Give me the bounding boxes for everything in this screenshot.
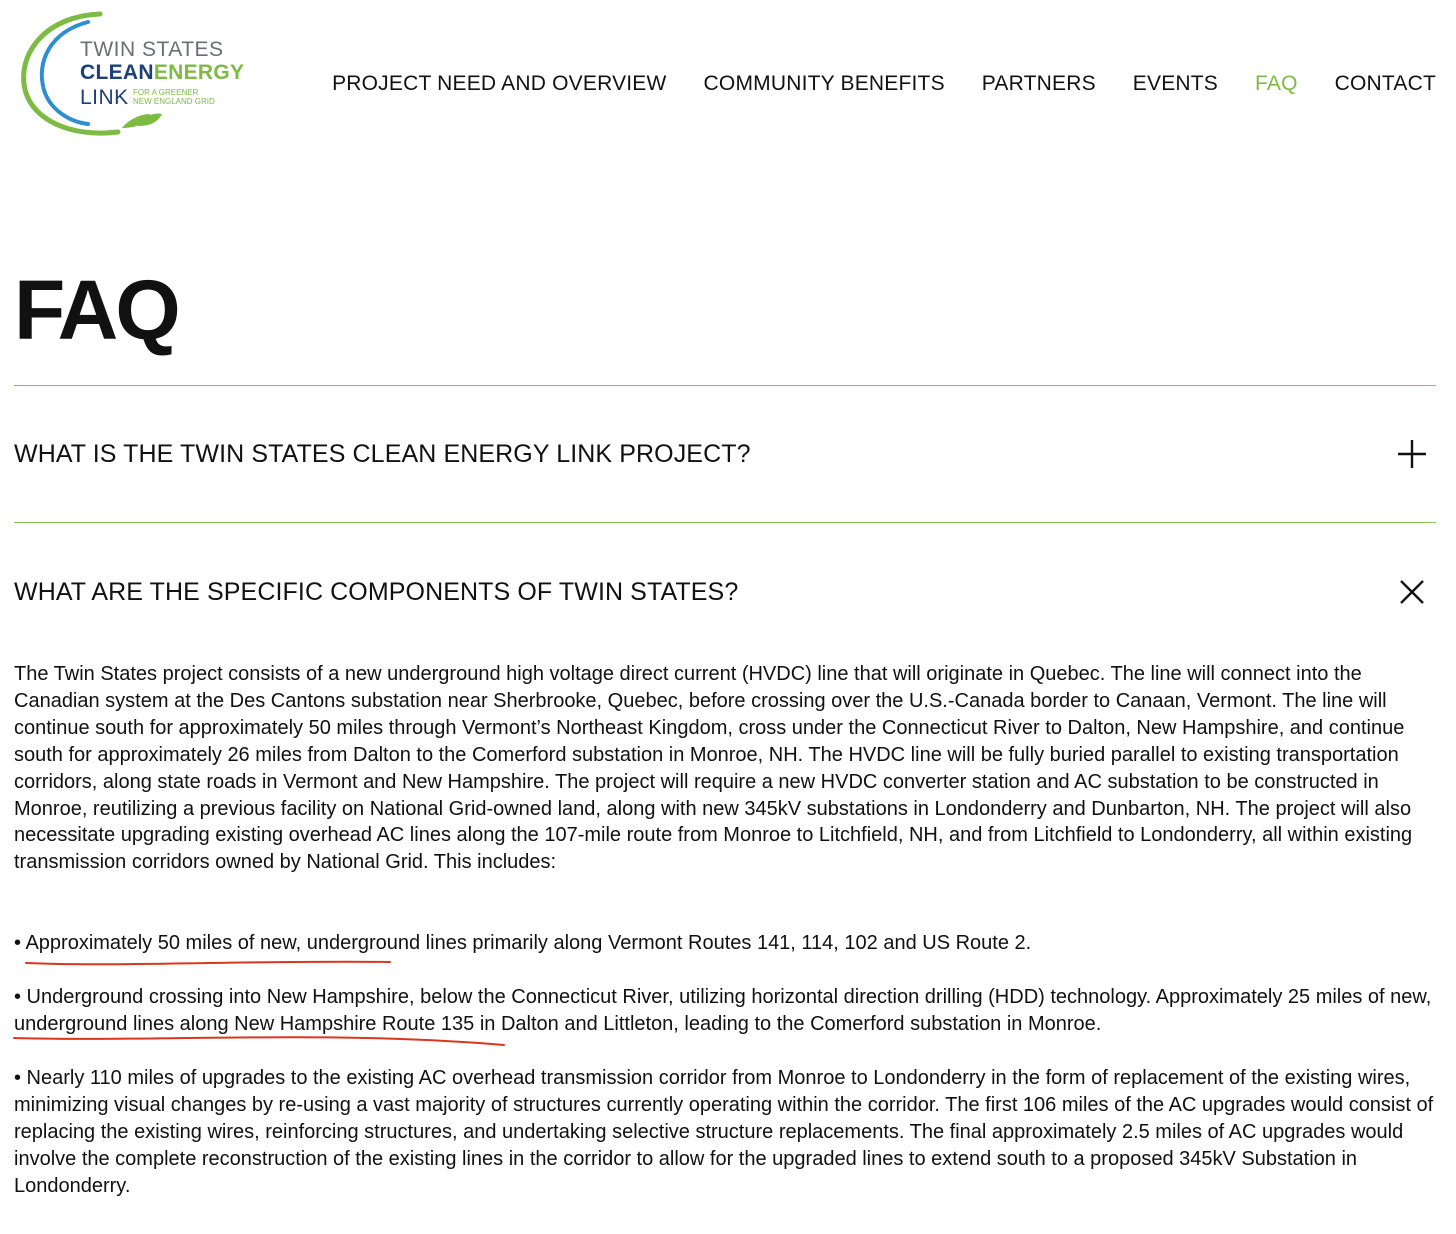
plus-icon[interactable]: [1396, 438, 1428, 470]
logo-text-energy: ENERGY: [153, 61, 245, 84]
faq-question-1[interactable]: WHAT IS THE TWIN STATES CLEAN ENERGY LINK PROJECT?: [14, 440, 751, 468]
page-title: FAQ: [14, 263, 178, 357]
faq-divider: [14, 522, 1436, 523]
faq-answer-bullet-2: • Underground crossing into New Hampshire, below the Connecticut River, utilizing horizontal direction drilling (HDD) technology. Approximately 25 miles of new, underground lines along New Hampshire Route 135 in Dalton and Littleton, leading to the Comerford substation in Monroe.: [14, 986, 1432, 1035]
nav-item-partners[interactable]: PARTNERS: [981, 72, 1096, 95]
logo-tagline: [133, 88, 215, 106]
annotation-underline-2: [14, 1037, 504, 1045]
main-nav: [295, 72, 1436, 96]
logo-tagline-2: NEW ENGLAND GRID: [133, 97, 215, 106]
annotation-underline-1: [26, 962, 390, 965]
faq-question-2[interactable]: WHAT ARE THE SPECIFIC COMPONENTS OF TWIN STATES?: [14, 578, 739, 606]
faq-answer-intro: The Twin States project consists of a new underground high voltage direct current (HVDC) line that will originate in Quebec. The line will connect into the Canadian system at the Des Cantons substation near Sherbrooke, Quebec, before crossing over the U.S.-Canada border to Canaan, Vermont. The line will continue south for approximately 50 miles through Vermont’s Northeast Kingdom, cross under the Connecticut River to Dalton, New Hampshire, and continue south for approximately 26 miles from Dalton to the Comerford substation in Monroe, NH. The HVDC line will be fully buried parallel to existing transportation corridors, along state roads in Vermont and New Hampshire. The project will require a new HVDC converter station and AC substation to be constructed in Monroe, reutilizing a previous facility on National Grid-owned land, along with new 345kV substations in Londonderry and Dunbarton, NH. The project will also necessitate upgrading existing overhead AC lines along the 107-mile route from Monroe to Litchfield, NH, and from Litchfield to Londonderry, all within existing transmission corridors owned by National Grid. This includes:: [14, 663, 1413, 874]
logo-text-line1: TWIN STATES: [80, 38, 224, 61]
faq-divider: [14, 385, 1436, 386]
logo-text-line2: [80, 61, 244, 85]
nav-item-community-benefits[interactable]: COMMUNITY BENEFITS: [703, 72, 945, 95]
logo-tagline-1: FOR A GREENER: [133, 88, 199, 97]
close-icon[interactable]: [1396, 576, 1428, 608]
nav-item-faq[interactable]: FAQ: [1255, 72, 1298, 95]
logo-text-clean: CLEAN: [80, 61, 154, 84]
nav-item-contact[interactable]: CONTACT: [1334, 72, 1436, 95]
nav-item-project-need[interactable]: PROJECT NEED AND OVERVIEW: [332, 72, 667, 95]
logo-text-line3: LINK: [80, 86, 129, 109]
site-header: [0, 0, 1456, 150]
faq-answer-bullet-1: • Approximately 50 miles of new, underground lines primarily along Vermont Routes 141, 114, 102 and US Route 2.: [14, 932, 1032, 954]
site-logo[interactable]: [18, 10, 258, 138]
nav-item-events[interactable]: EVENTS: [1132, 72, 1219, 95]
faq-answer-bullet-3: • Nearly 110 miles of upgrades to the existing AC overhead transmission corridor from Monroe to Londonderry in the form of replacement of the existing wires, minimizing visual changes by re-using a vast majority of structures currently operating within the corridor. The first 106 miles of the AC upgrades would consist of replacing the existing wires, reinforcing structures, and undertaking selective structure replacements. The final approximately 2.5 miles of AC upgrades would involve the complete reconstruction of the existing lines in the corridor to allow for the upgraded lines to extend south to a proposed 345kV Substation in Londonderry.: [14, 1067, 1434, 1197]
